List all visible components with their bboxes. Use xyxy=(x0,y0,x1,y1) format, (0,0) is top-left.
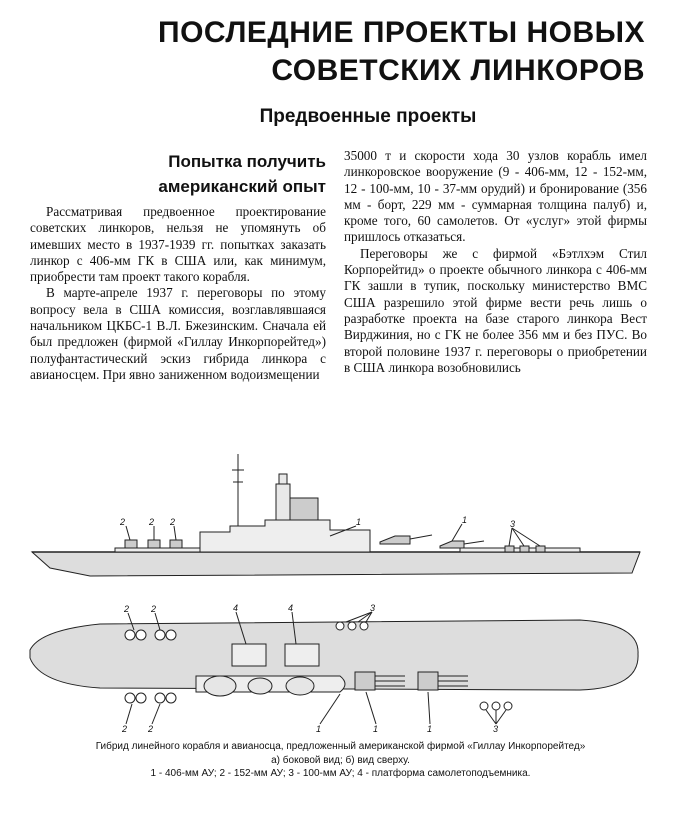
label-3-side: 3 xyxy=(510,519,516,529)
label-3-top-a: 3 xyxy=(370,603,376,613)
side-turret-152-b xyxy=(148,540,160,548)
label-2-side-a: 2 xyxy=(120,517,126,527)
caption-line-1: Гибрид линейного корабля и авианосца, предложенный американской фирмой «Гиллау Инкорпорейтед» xyxy=(95,741,586,752)
side-turret-152-c xyxy=(170,540,182,548)
article-subtitle-text: Предвоенные проекты xyxy=(259,106,477,127)
right-column xyxy=(344,148,647,376)
label-1-top-b: 1 xyxy=(373,724,379,734)
label-2-side-c: 2 xyxy=(170,517,176,527)
label-4-top-b: 4 xyxy=(288,603,294,613)
left-column xyxy=(30,204,326,383)
article-title-line-1: ПОСЛЕДНИЕ ПРОЕКТЫ НОВЫХ xyxy=(158,16,645,49)
label-4-top-a: 4 xyxy=(233,603,239,613)
article-title-line-2: СОВЕТСКИХ ЛИНКОРОВ xyxy=(271,54,645,87)
label-1-side-a: 1 xyxy=(356,517,362,527)
right-paragraph-2: Переговоры же с фирмой «Бэтлхэм Стил Корпорейтид» о проекте обычного линкора с 406-мм ГК зашли в тупик, поскольку министерство ВМС США разрешило этой фирме вести речь лишь о разработке проекта на базе старого линкора Вест Вирджиния, но с ГК не более 356 мм и без ПУС. Во второй половине 1937 г. переговоры о приобретении в США линкора возобновились xyxy=(344,245,647,375)
side-turret-406-b xyxy=(440,541,464,548)
left-paragraph-2: В марте-апреле 1937 г. переговоры по этому вопросу вела в США комиссия, возглавлявшаяся начальником ЦКБС-1 В.Л. Бжезинским. Сначала ей был предложен (фирмой «Гиллау Инкорпорейтед») полуфантастический эскиз гибрида линкора с авианосцем. При явно заниженном водоизмещении xyxy=(30,285,326,382)
label-1-side-b: 1 xyxy=(462,515,468,525)
article-title xyxy=(45,14,645,90)
section-heading xyxy=(40,149,326,199)
label-2-side-b: 2 xyxy=(149,517,155,527)
side-superstructure xyxy=(200,520,370,552)
article-subtitle xyxy=(0,106,681,128)
caption-line-2: а) боковой вид; б) вид сверху. xyxy=(271,754,410,766)
side-hull xyxy=(32,552,640,576)
label-2-top-a: 2 xyxy=(124,604,130,614)
side-turret-406-a xyxy=(380,536,410,544)
right-paragraph-1: 35000 т и скорости хода 30 узлов корабль имел линкоровское вооружение (9 - 406-мм, 12 - 152-мм, 12 - 100-мм, 10 - 37-мм орудий) и бронирование (356 мм - борт, 229 мм - суммарная толщина палуб) и, кроме того, 60 самолетов. От «услуг» этой фирмы пришлось отказаться. xyxy=(344,148,647,245)
label-3-top-b: 3 xyxy=(493,724,499,734)
label-2-top-c: 2 xyxy=(122,724,128,734)
label-1-top-c: 1 xyxy=(427,724,433,734)
figure-caption xyxy=(0,740,681,781)
left-paragraph-1: Рассматривая предвоенное проектирование советских линкоров, нельзя не упомянуть об имевших место в 1937-1939 гг. попытках заказать линкор с 406-мм ГК в США или, как минимум, приобрести там проект такого корабля. xyxy=(30,204,326,285)
top-elevator-2 xyxy=(285,644,319,666)
side-flight-deck-aft xyxy=(115,548,200,552)
section-heading-line-1: Попытка получить xyxy=(168,152,326,171)
side-turret-152-a xyxy=(125,540,137,548)
label-2-top-b: 2 xyxy=(151,604,157,614)
ship-drawing xyxy=(0,440,681,740)
side-view xyxy=(32,454,640,576)
label-2-top-d: 2 xyxy=(148,724,154,734)
side-tower xyxy=(276,484,290,520)
label-1-top-a: 1 xyxy=(316,724,322,734)
top-view xyxy=(30,612,638,724)
caption-line-3: 1 - 406-мм АУ; 2 - 152-мм АУ; 3 - 100-мм АУ; 4 - платформа самолетоподъемника. xyxy=(150,768,531,779)
side-funnel xyxy=(290,498,318,520)
top-elevator-1 xyxy=(232,644,266,666)
section-heading-line-2: американский опыт xyxy=(158,177,326,196)
